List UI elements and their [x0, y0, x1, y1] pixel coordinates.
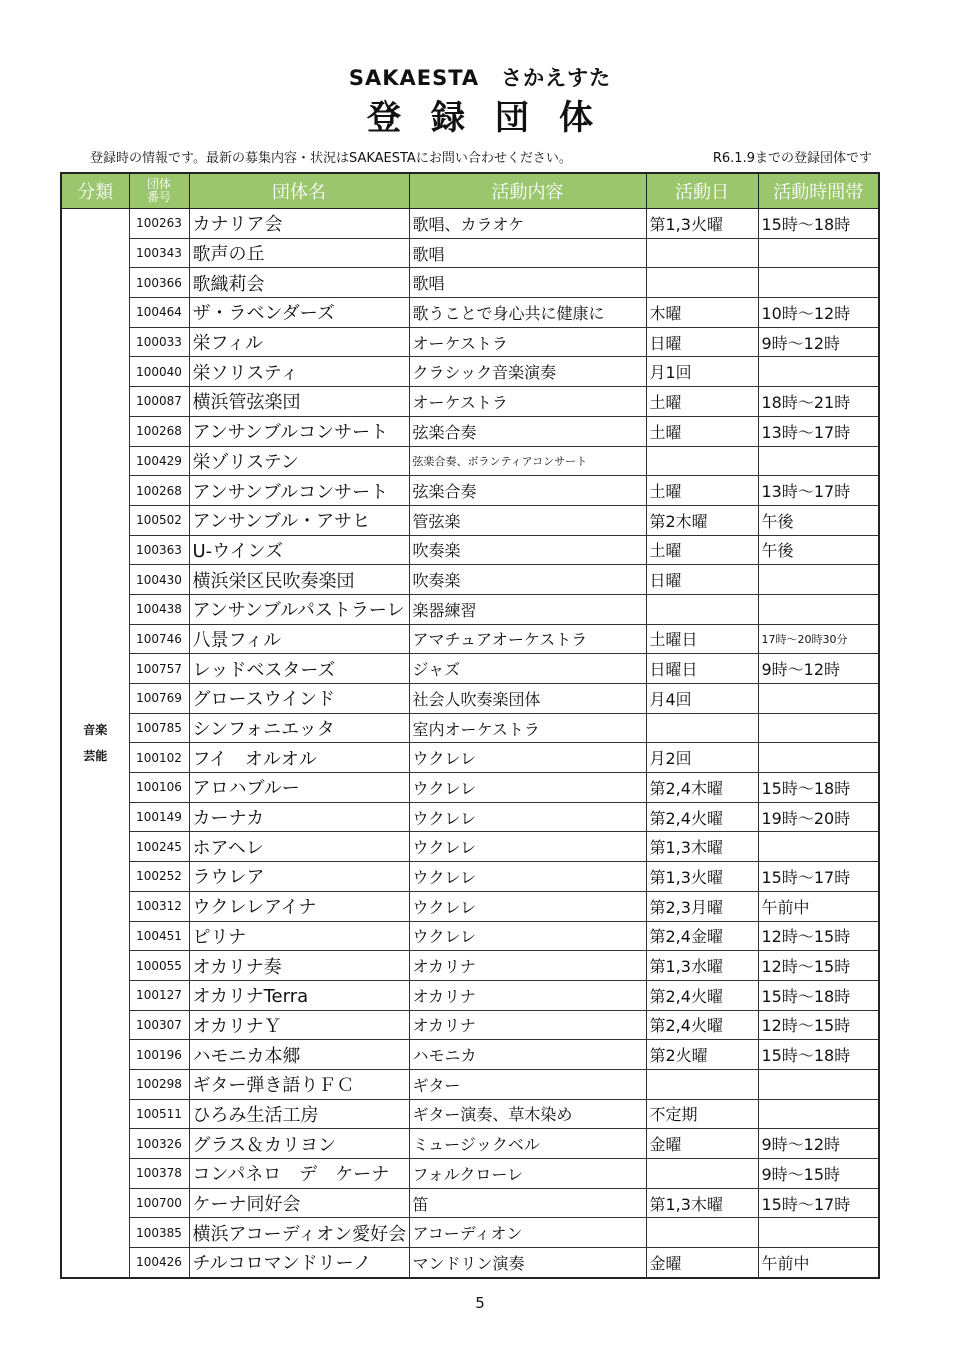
- day-cell: [646, 594, 758, 624]
- activity-cell: 管弦楽: [409, 505, 646, 535]
- time-cell: [758, 594, 879, 624]
- group-id-cell: 100430: [129, 565, 189, 595]
- activity-cell: ジャズ: [409, 654, 646, 684]
- table-row: [61, 951, 879, 981]
- day-cell: [646, 238, 758, 268]
- header-number-line1: 団体: [146, 177, 171, 191]
- group-name-cell: ギター弾き語りＦＣ: [189, 1069, 409, 1099]
- time-cell: [758, 1218, 879, 1248]
- group-name-cell: カナリア会: [189, 209, 409, 239]
- day-cell: 第1,3木曜: [646, 832, 758, 862]
- day-cell: 月1回: [646, 357, 758, 387]
- day-cell: 土曜: [646, 416, 758, 446]
- group-id-cell: 100149: [129, 802, 189, 832]
- time-cell: [758, 565, 879, 595]
- group-name-cell: 横浜栄区民吹奏楽団: [189, 565, 409, 595]
- time-cell: 9時～15時: [758, 1159, 879, 1189]
- group-id-cell: 100326: [129, 1129, 189, 1159]
- table-row: [61, 535, 879, 565]
- table-row: [61, 1040, 879, 1070]
- activity-cell: アマチュアオーケストラ: [409, 624, 646, 654]
- group-name-cell: チルコロマンドリーノ: [189, 1248, 409, 1278]
- activity-cell: 吹奏楽: [409, 535, 646, 565]
- time-cell: 午前中: [758, 1248, 879, 1278]
- group-name-cell: カーナカ: [189, 802, 409, 832]
- group-name-cell: アンサンブルパストラーレ: [189, 594, 409, 624]
- day-cell: 第2,4金曜: [646, 921, 758, 951]
- activity-cell: フォルクローレ: [409, 1159, 646, 1189]
- header-time: 活動時間帯: [758, 173, 879, 209]
- table-row: [61, 921, 879, 951]
- activity-cell: クラシック音楽演奏: [409, 357, 646, 387]
- group-id-cell: 100298: [129, 1069, 189, 1099]
- day-cell: 日曜: [646, 327, 758, 357]
- time-cell: 午前中: [758, 891, 879, 921]
- group-name-cell: 歌声の丘: [189, 238, 409, 268]
- day-cell: [646, 713, 758, 743]
- activity-cell: 笛: [409, 1188, 646, 1218]
- group-name-cell: オカリナTerra: [189, 980, 409, 1010]
- day-cell: 第2火曜: [646, 1040, 758, 1070]
- table-row: [61, 1069, 879, 1099]
- group-id-cell: 100263: [129, 209, 189, 239]
- day-cell: 金曜: [646, 1248, 758, 1278]
- time-cell: [758, 238, 879, 268]
- table-row: [61, 327, 879, 357]
- time-cell: 15時～18時: [758, 209, 879, 239]
- table-row: [61, 773, 879, 803]
- group-name-cell: 横浜アコーディオン愛好会: [189, 1218, 409, 1248]
- group-id-cell: 100196: [129, 1040, 189, 1070]
- table-row: [61, 505, 879, 535]
- day-cell: 月2回: [646, 743, 758, 773]
- time-cell: 9時～12時: [758, 654, 879, 684]
- group-id-cell: 100757: [129, 654, 189, 684]
- table-row: [61, 387, 879, 417]
- activity-cell: 室内オーケストラ: [409, 713, 646, 743]
- time-cell: [758, 446, 879, 476]
- header-name: 団体名: [189, 173, 409, 209]
- table-row: [61, 446, 879, 476]
- day-cell: 土曜: [646, 535, 758, 565]
- day-cell: 土曜日: [646, 624, 758, 654]
- time-cell: 9時～12時: [758, 1129, 879, 1159]
- activity-cell: ミュージックベル: [409, 1129, 646, 1159]
- day-cell: [646, 268, 758, 298]
- header-category: 分類: [61, 173, 129, 209]
- day-cell: 月4回: [646, 684, 758, 714]
- category-line2: 芸能: [83, 748, 108, 763]
- time-cell: [758, 357, 879, 387]
- table-row: [61, 1188, 879, 1218]
- group-id-cell: 100127: [129, 980, 189, 1010]
- group-id-cell: 100785: [129, 713, 189, 743]
- time-cell: [758, 713, 879, 743]
- group-name-cell: コンパネロ デ ケーナ: [189, 1159, 409, 1189]
- activity-cell: オカリナ: [409, 951, 646, 981]
- date-note: R6.1.9までの登録団体です: [712, 151, 872, 166]
- header-day: 活動日: [646, 173, 758, 209]
- table-row: [61, 1218, 879, 1248]
- groups-table: [60, 172, 880, 1279]
- group-id-cell: 100343: [129, 238, 189, 268]
- activity-cell: 歌うことで身心共に健康に: [409, 298, 646, 328]
- group-id-cell: 100700: [129, 1188, 189, 1218]
- table-row: [61, 654, 879, 684]
- table-row: [61, 1099, 879, 1129]
- group-name-cell: 横浜管弦楽団: [189, 387, 409, 417]
- time-cell: [758, 684, 879, 714]
- activity-cell: 社会人吹奏楽団体: [409, 684, 646, 714]
- activity-cell: ハモニカ: [409, 1040, 646, 1070]
- group-name-cell: 栄ソリスティ: [189, 357, 409, 387]
- day-cell: 土曜: [646, 387, 758, 417]
- group-name-cell: ケーナ同好会: [189, 1188, 409, 1218]
- table-row: [61, 238, 879, 268]
- group-name-cell: シンフォニエッタ: [189, 713, 409, 743]
- group-name-cell: ホアヘレ: [189, 832, 409, 862]
- group-name-cell: ザ・ラベンダーズ: [189, 298, 409, 328]
- activity-cell: ウクレレ: [409, 891, 646, 921]
- day-cell: [646, 1218, 758, 1248]
- header-activity: 活動内容: [409, 173, 646, 209]
- group-name-cell: アンサンブル・アサヒ: [189, 505, 409, 535]
- category-cell: [61, 209, 129, 1278]
- group-id-cell: 100451: [129, 921, 189, 951]
- day-cell: 金曜: [646, 1129, 758, 1159]
- time-cell: 18時～21時: [758, 387, 879, 417]
- activity-cell: オカリナ: [409, 1010, 646, 1040]
- group-id-cell: 100464: [129, 298, 189, 328]
- day-cell: 土曜: [646, 476, 758, 506]
- group-name-cell: 歌織莉会: [189, 268, 409, 298]
- time-cell: 17時～20時30分: [758, 624, 879, 654]
- group-id-cell: 100426: [129, 1248, 189, 1278]
- group-id-cell: 100746: [129, 624, 189, 654]
- day-cell: 不定期: [646, 1099, 758, 1129]
- activity-cell: アコーディオン: [409, 1218, 646, 1248]
- time-cell: [758, 743, 879, 773]
- time-cell: 10時～12時: [758, 298, 879, 328]
- group-name-cell: U-ウインズ: [189, 535, 409, 565]
- group-id-cell: 100363: [129, 535, 189, 565]
- time-cell: 15時～18時: [758, 980, 879, 1010]
- group-name-cell: フイ オルオル: [189, 743, 409, 773]
- category-line1: 音楽: [83, 722, 108, 737]
- activity-cell: ウクレレ: [409, 862, 646, 892]
- time-cell: 19時～20時: [758, 802, 879, 832]
- table-row: [61, 802, 879, 832]
- table-row: [61, 743, 879, 773]
- day-cell: 第2木曜: [646, 505, 758, 535]
- activity-cell: オーケストラ: [409, 387, 646, 417]
- activity-cell: ウクレレ: [409, 921, 646, 951]
- table-row: [61, 357, 879, 387]
- table-row: [61, 713, 879, 743]
- group-id-cell: 100769: [129, 684, 189, 714]
- group-name-cell: グロースウインド: [189, 684, 409, 714]
- header-number: [129, 173, 189, 209]
- activity-cell: ウクレレ: [409, 743, 646, 773]
- table-row: [61, 209, 879, 239]
- activity-cell: オカリナ: [409, 980, 646, 1010]
- table-row: [61, 1010, 879, 1040]
- time-cell: [758, 1069, 879, 1099]
- day-cell: [646, 1069, 758, 1099]
- activity-cell: オーケストラ: [409, 327, 646, 357]
- group-id-cell: 100366: [129, 268, 189, 298]
- table-row: [61, 565, 879, 595]
- header-number-line2: 番号: [146, 190, 171, 204]
- site-title: SAKAESTA さかえすた: [348, 66, 612, 90]
- activity-cell: 歌唱: [409, 268, 646, 298]
- table-row: [61, 594, 879, 624]
- day-cell: 第2,3月曜: [646, 891, 758, 921]
- group-name-cell: オカリナ奏: [189, 951, 409, 981]
- time-cell: 12時～15時: [758, 1010, 879, 1040]
- activity-cell: 歌唱、カラオケ: [409, 209, 646, 239]
- time-cell: 午後: [758, 505, 879, 535]
- group-id-cell: 100312: [129, 891, 189, 921]
- table-row: [61, 268, 879, 298]
- activity-cell: 弦楽合奏: [409, 476, 646, 506]
- activity-cell: ギター: [409, 1069, 646, 1099]
- activity-cell: 楽器練習: [409, 594, 646, 624]
- time-cell: 午後: [758, 535, 879, 565]
- page-number: 5: [475, 1294, 485, 1312]
- activity-cell: ウクレレ: [409, 802, 646, 832]
- group-id-cell: 100438: [129, 594, 189, 624]
- day-cell: 木曜: [646, 298, 758, 328]
- table-body: [61, 209, 879, 1278]
- day-cell: 日曜: [646, 565, 758, 595]
- table-row: [61, 862, 879, 892]
- table-row: [61, 891, 879, 921]
- group-name-cell: ラウレア: [189, 862, 409, 892]
- time-cell: 15時～17時: [758, 1188, 879, 1218]
- table-row: [61, 832, 879, 862]
- group-id-cell: 100378: [129, 1159, 189, 1189]
- day-cell: 第2,4火曜: [646, 980, 758, 1010]
- group-id-cell: 100268: [129, 476, 189, 506]
- group-name-cell: 栄ゾリステン: [189, 446, 409, 476]
- activity-cell: ギター演奏、草木染め: [409, 1099, 646, 1129]
- group-id-cell: 100040: [129, 357, 189, 387]
- group-id-cell: 100106: [129, 773, 189, 803]
- activity-cell: 弦楽合奏、ボランティアコンサート: [409, 446, 646, 476]
- time-cell: [758, 1099, 879, 1129]
- table-row: [61, 1159, 879, 1189]
- group-name-cell: 栄フィル: [189, 327, 409, 357]
- group-name-cell: ハモニカ本郷: [189, 1040, 409, 1070]
- group-name-cell: グラス＆カリヨン: [189, 1129, 409, 1159]
- group-id-cell: 100055: [129, 951, 189, 981]
- group-id-cell: 100033: [129, 327, 189, 357]
- day-cell: [646, 446, 758, 476]
- table-row: [61, 1129, 879, 1159]
- group-id-cell: 100429: [129, 446, 189, 476]
- activity-cell: ウクレレ: [409, 773, 646, 803]
- group-name-cell: 八景フィル: [189, 624, 409, 654]
- day-cell: 日曜日: [646, 654, 758, 684]
- day-cell: [646, 1159, 758, 1189]
- table-header-row: [61, 173, 879, 209]
- group-name-cell: アンサンブルコンサート: [189, 416, 409, 446]
- day-cell: 第2,4木曜: [646, 773, 758, 803]
- group-id-cell: 100245: [129, 832, 189, 862]
- time-cell: 13時～17時: [758, 416, 879, 446]
- table-row: [61, 1248, 879, 1278]
- time-cell: 12時～15時: [758, 951, 879, 981]
- table-row: [61, 684, 879, 714]
- activity-cell: 歌唱: [409, 238, 646, 268]
- activity-cell: マンドリン演奏: [409, 1248, 646, 1278]
- group-id-cell: 100385: [129, 1218, 189, 1248]
- page-heading: 登録団体: [367, 98, 623, 138]
- time-cell: 15時～18時: [758, 1040, 879, 1070]
- group-id-cell: 100102: [129, 743, 189, 773]
- day-cell: 第1,3火曜: [646, 209, 758, 239]
- table-row: [61, 624, 879, 654]
- info-note: 登録時の情報です。最新の募集内容・状況はSAKAESTAにお問い合わせください。: [90, 151, 572, 166]
- time-cell: 15時～18時: [758, 773, 879, 803]
- table-row: [61, 980, 879, 1010]
- time-cell: [758, 268, 879, 298]
- table-row: [61, 298, 879, 328]
- group-name-cell: ウクレレアイナ: [189, 891, 409, 921]
- group-id-cell: 100502: [129, 505, 189, 535]
- time-cell: 9時～12時: [758, 327, 879, 357]
- group-id-cell: 100087: [129, 387, 189, 417]
- table-row: [61, 476, 879, 506]
- group-id-cell: 100252: [129, 862, 189, 892]
- activity-cell: 吹奏楽: [409, 565, 646, 595]
- activity-cell: ウクレレ: [409, 832, 646, 862]
- time-cell: 12時～15時: [758, 921, 879, 951]
- day-cell: 第1,3木曜: [646, 1188, 758, 1218]
- group-name-cell: ひろみ生活工房: [189, 1099, 409, 1129]
- time-cell: [758, 832, 879, 862]
- group-name-cell: アロハブルー: [189, 773, 409, 803]
- time-cell: 13時～17時: [758, 476, 879, 506]
- time-cell: 15時～17時: [758, 862, 879, 892]
- group-name-cell: ピリナ: [189, 921, 409, 951]
- group-name-cell: アンサンブルコンサート: [189, 476, 409, 506]
- day-cell: 第1,3火曜: [646, 862, 758, 892]
- activity-cell: 弦楽合奏: [409, 416, 646, 446]
- day-cell: 第2,4火曜: [646, 802, 758, 832]
- group-id-cell: 100268: [129, 416, 189, 446]
- group-name-cell: レッドベスターズ: [189, 654, 409, 684]
- group-id-cell: 100511: [129, 1099, 189, 1129]
- group-name-cell: オカリナＹ: [189, 1010, 409, 1040]
- day-cell: 第2,4火曜: [646, 1010, 758, 1040]
- day-cell: 第1,3水曜: [646, 951, 758, 981]
- table-row: [61, 416, 879, 446]
- group-id-cell: 100307: [129, 1010, 189, 1040]
